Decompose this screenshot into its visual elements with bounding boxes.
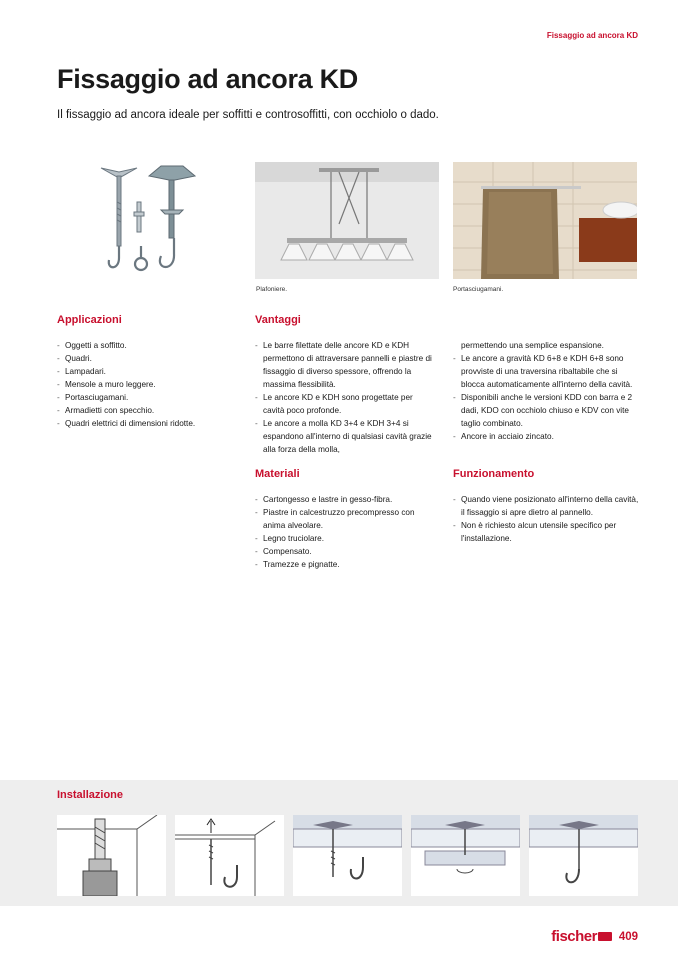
list-item: - Le ancore KD e KDH sono progettate per cavità poco profonde. <box>255 391 433 417</box>
list-item: - Lampadari. <box>57 365 237 378</box>
list-item: - Piastre in calcestruzzo precompresso con anima alveolare. <box>255 506 433 532</box>
photo-plafoniere <box>255 162 439 279</box>
ceiling-light-illustration <box>255 162 439 279</box>
caption-plafoniere: Plafoniere. <box>256 286 288 293</box>
list-item: - Non è richiesto alcun utensile specifico per l'installazione. <box>453 519 639 545</box>
anchor-tilt-icon <box>411 815 520 896</box>
list-item: - Legno truciolare. <box>255 532 433 545</box>
install-step-hang <box>529 815 638 896</box>
insert-anchor-icon <box>175 815 284 896</box>
vantaggi-list <box>255 339 433 456</box>
list-item: - Cartongesso e lastre in gesso-fibra. <box>255 493 433 506</box>
page-number: 409 <box>618 931 638 943</box>
list-item: - Tramezze e pignatte. <box>255 558 433 571</box>
funzionamento-heading: Funzionamento <box>453 468 535 480</box>
page-subtitle: Il fissaggio ad ancora ideale per soffitti e controsoffitti, con occhiolo o dado. <box>57 109 439 121</box>
photo-portasciugamani <box>453 162 637 279</box>
list-item: - Mensole a muro leggere. <box>57 378 237 391</box>
vantaggi-heading: Vantaggi <box>255 314 301 326</box>
list-item: - Quando viene posizionato all'interno della cavità, il fissaggio si apre dietro al pannello. <box>453 493 639 519</box>
applicazioni-list <box>57 339 237 430</box>
funzionamento-list <box>453 493 639 545</box>
install-step-tilt <box>411 815 520 896</box>
anchor-hook-icon <box>529 815 638 896</box>
towel-rail-illustration <box>453 162 637 279</box>
list-item: - Ancore in acciaio zincato. <box>453 430 639 443</box>
install-step-expand <box>293 815 402 896</box>
list-item: - Quadri elettrici di dimensioni ridotte. <box>57 417 237 430</box>
install-step-insert <box>175 815 284 896</box>
fischer-logo-badge <box>598 932 612 941</box>
vantaggi-list-col2 <box>453 352 639 443</box>
materiali-heading: Materiali <box>255 468 300 480</box>
page-title: Fissaggio ad ancora KD <box>57 64 358 94</box>
anchors-illustration <box>57 162 240 279</box>
installazione-heading: Installazione <box>57 789 124 801</box>
list-item: - Armadietti con specchio. <box>57 404 237 417</box>
list-item: - Le barre filettate delle ancore KD e KDH permettono di attraversare pannelli e piastre di fissaggio di diverso spessore, offrendo la massima flessibilità. <box>255 339 433 391</box>
vantaggi-continuation: permettendo una semplice espansione. <box>461 341 604 350</box>
product-image-anchors <box>57 162 240 279</box>
materiali-list <box>255 493 433 571</box>
list-item: - Quadri. <box>57 352 237 365</box>
running-header: Fissaggio ad ancora KD <box>546 31 638 40</box>
list-item: - Compensato. <box>255 545 433 558</box>
drill-icon <box>57 815 166 896</box>
list-item: - Portasciugamani. <box>57 391 237 404</box>
anchor-expand-icon <box>293 815 402 896</box>
applicazioni-heading: Applicazioni <box>57 314 122 326</box>
caption-portasciugamani: Portasciugamani. <box>453 286 504 293</box>
list-item: - Le ancore a molla KD 3+4 e KDH 3+4 si espandono all'interno di qualsiasi cavità grazie alla forza della molla, <box>255 417 433 456</box>
list-item: - Disponibili anche le versioni KDD con barra e 2 dadi, KDO con occhiolo chiuso e KDV con vite taglio combinato. <box>453 391 639 430</box>
list-item: - Oggetti a soffitto. <box>57 339 237 352</box>
list-item: - Le ancore a gravità KD 6+8 e KDH 6+8 sono provviste di una traversina ribaltabile che si blocca automaticamente all'interno della cavità. <box>453 352 639 391</box>
fischer-logo: fischer <box>551 928 597 945</box>
install-step-drill <box>57 815 166 896</box>
